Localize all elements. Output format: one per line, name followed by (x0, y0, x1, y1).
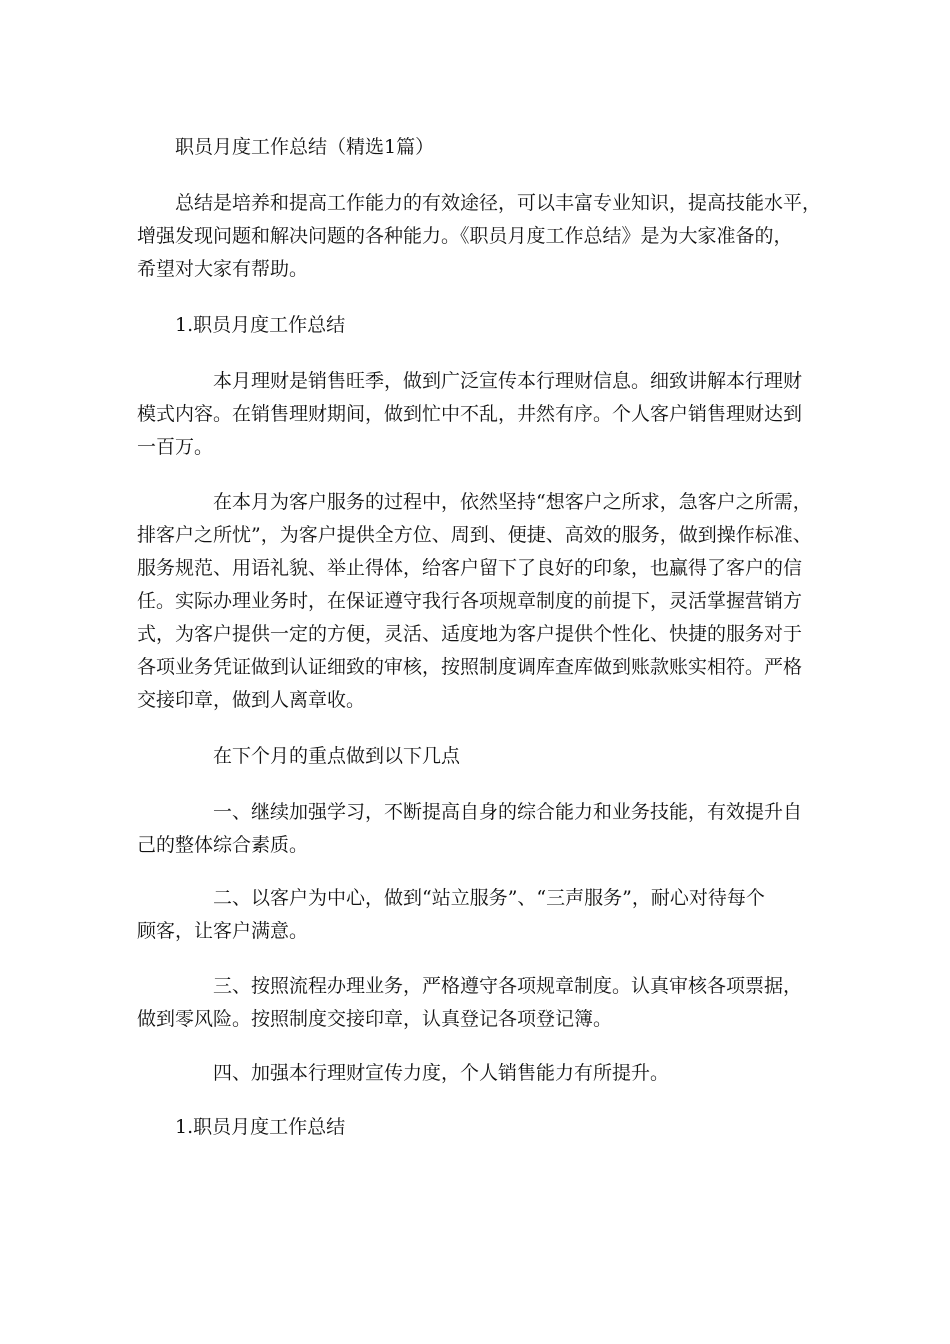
paragraph-line: 四、加强本行理财宣传力度，个人销售能力有所提升。 (213, 1062, 670, 1084)
intro-line: 总结是培养和提高工作能力的有效途径，可以丰富专业知识，提高技能水平， (175, 192, 822, 214)
paragraph-line: 己的整体综合素质。 (137, 834, 309, 856)
paragraph-line: 做到零风险。按照制度交接印章，认真登记各项登记簿。 (137, 1008, 613, 1030)
paragraph-line: 三、按照流程办理业务，严格遵守各项规章制度。认真审核各项票据， (213, 975, 803, 997)
paragraph-line: 在本月为客户服务的过程中，依然坚持“想客户之所求，急客户之所需， (213, 491, 812, 513)
paragraph-line: 顾客，让客户满意。 (137, 920, 309, 942)
paragraph-line: 任。实际办理业务时，在保证遵守我行各项规章制度的前提下，灵活掌握营销方 (137, 590, 803, 612)
paragraph-line: 服务规范、用语礼貌、举止得体，给客户留下了良好的印象，也赢得了客户的信 (137, 557, 803, 579)
paragraph-line: 一、继续加强学习，不断提高自身的综合能力和业务技能，有效提升自 (213, 801, 803, 823)
paragraph-line: 本月理财是销售旺季，做到广泛宣传本行理财信息。细致讲解本行理财 (213, 370, 803, 392)
intro-line: 增强发现问题和解决问题的各种能力。《职员月度工作总结》是为大家准备的， (137, 225, 793, 247)
section-heading: 1.职员月度工作总结 (175, 1116, 346, 1138)
next-month-heading: 在下个月的重点做到以下几点 (213, 745, 461, 767)
document-title: 职员月度工作总结（精选1篇） (175, 136, 435, 158)
paragraph-line: 一百万。 (137, 436, 214, 458)
paragraph-line: 二、以客户为中心，做到“站立服务”、“三声服务”，耐心对待每个 (213, 887, 765, 909)
paragraph-line: 排客户之所忧”，为客户提供全方位、周到、便捷、高效的服务，做到操作标准、 (137, 524, 812, 546)
paragraph-line: 交接印章，做到人离章收。 (137, 689, 366, 711)
paragraph-line: 各项业务凭证做到认证细致的审核，按照制度调库查库做到账款账实相符。严格 (137, 656, 803, 678)
paragraph-line: 模式内容。在销售理财期间，做到忙中不乱，井然有序。个人客户销售理财达到 (137, 403, 803, 425)
section-heading: 1.职员月度工作总结 (175, 314, 346, 336)
paragraph-line: 式，为客户提供一定的方便，灵活、适度地为客户提供个性化、快捷的服务对于 (137, 623, 803, 645)
intro-line: 希望对大家有帮助。 (137, 258, 309, 280)
